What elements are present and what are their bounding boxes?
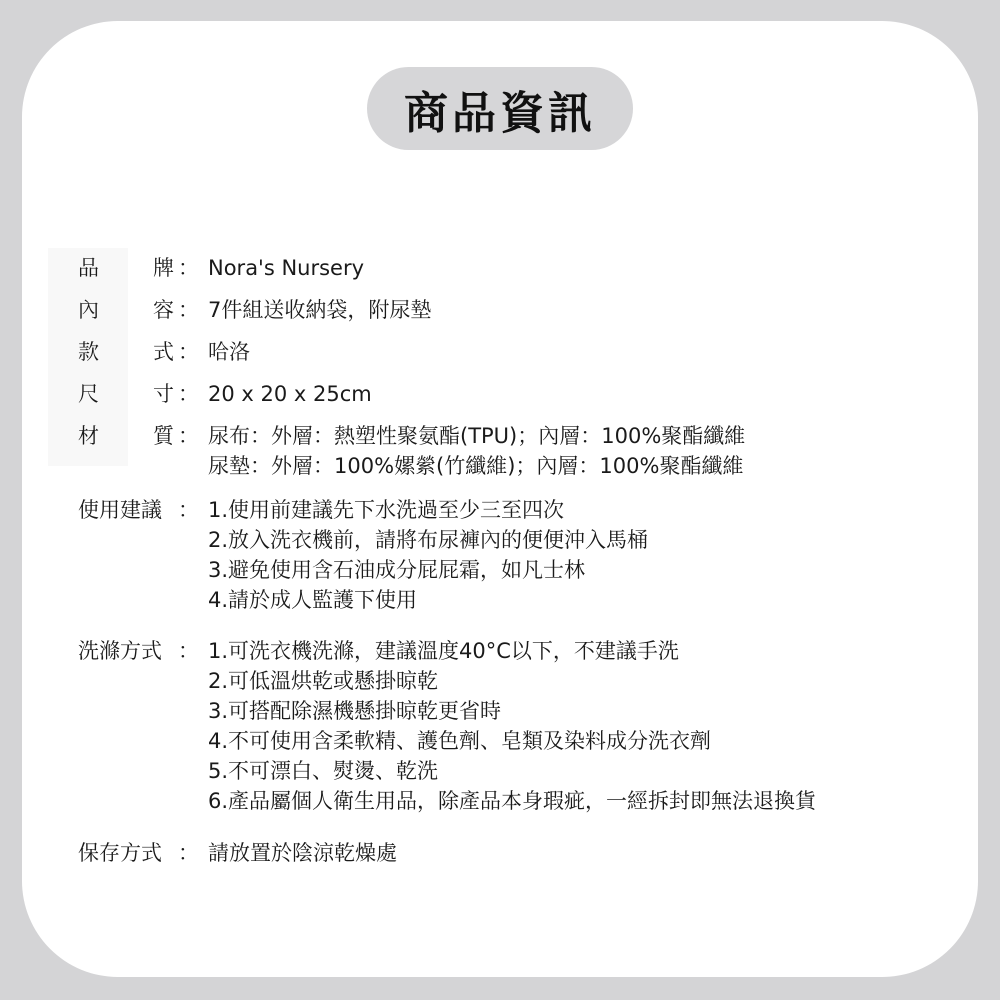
label-colon: ： [178, 382, 199, 406]
row-value [208, 421, 745, 481]
value-line: 6.產品屬個人衛生用品，除產品本身瑕疵，一經拆封即無法退換貨 [208, 789, 817, 813]
value-line: 2.放入洗衣機前，請將布尿褲內的便便沖入馬桶 [208, 528, 649, 552]
value-line: 5.不可漂白、熨燙、乾洗 [208, 759, 439, 783]
row-label [78, 379, 208, 409]
label-char: 品 [78, 256, 99, 280]
info-row-usage [78, 495, 648, 615]
row-label [78, 337, 208, 367]
value-line: 4.不可使用含柔軟精、護色劑、皂類及染料成分洗衣劑 [208, 729, 712, 753]
row-label [78, 838, 208, 868]
info-row-style [78, 337, 250, 367]
row-value [208, 337, 250, 367]
value-line: 2.可低溫烘乾或懸掛晾乾 [208, 669, 439, 693]
label-char: 寸 [153, 382, 174, 406]
value-line: 20 x 20 x 25cm [208, 382, 372, 406]
page-title: 商品資訊 [367, 67, 633, 150]
row-label [78, 253, 208, 283]
row-label [78, 295, 208, 325]
row-value [208, 495, 648, 615]
label-colon: ： [178, 424, 199, 448]
value-line: 請放置於陰涼乾燥處 [208, 841, 397, 865]
row-label [78, 421, 208, 481]
value-line: 1.使用前建議先下水洗過至少三至四次 [208, 498, 565, 522]
label-colon: ： [178, 340, 199, 364]
info-row-brand [78, 253, 364, 283]
row-value [208, 636, 816, 816]
value-line: 尿布：外層：熱塑性聚氨酯(TPU)；內層：100%聚酯纖維 [208, 424, 746, 448]
info-row-contents [78, 295, 431, 325]
value-line: 4.請於成人監護下使用 [208, 588, 418, 612]
row-value [208, 253, 364, 283]
row-value [208, 295, 431, 325]
info-row-material [78, 421, 745, 481]
value-line: 3.避免使用含石油成分屁屁霜，如凡士林 [208, 558, 586, 582]
row-value [208, 838, 397, 868]
row-label [78, 636, 208, 816]
value-line: 尿墊：外層：100%嫘縈(竹纖維)；內層：100%聚酯纖維 [208, 454, 744, 478]
value-line: Nora's Nursery [208, 256, 365, 280]
label-char: 材 [78, 424, 99, 448]
label-colon: ： [178, 256, 199, 280]
label-char: 式 [153, 340, 174, 364]
label-char: 牌 [153, 256, 174, 280]
label-colon: ： [178, 639, 199, 663]
label-char: 容 [153, 298, 174, 322]
label-char: 內 [78, 298, 99, 322]
label-char: 質 [153, 424, 174, 448]
info-row-washing [78, 636, 816, 816]
info-row-storage [78, 838, 397, 868]
row-label [78, 495, 208, 615]
label-text: 使用建議 [78, 498, 162, 522]
label-text: 洗滌方式 [78, 639, 162, 663]
info-row-size [78, 379, 372, 409]
value-line: 哈洛 [208, 340, 250, 364]
label-colon: ： [178, 841, 199, 865]
label-char: 尺 [78, 382, 99, 406]
label-char: 款 [78, 340, 99, 364]
value-line: 3.可搭配除濕機懸掛晾乾更省時 [208, 699, 502, 723]
row-value [208, 379, 372, 409]
label-colon: ： [178, 498, 199, 522]
value-line: 7件組送收納袋，附尿墊 [208, 298, 432, 322]
label-colon: ： [178, 298, 199, 322]
label-text: 保存方式 [78, 841, 162, 865]
value-line: 1.可洗衣機洗滌，建議溫度40°C以下，不建議手洗 [208, 639, 679, 663]
